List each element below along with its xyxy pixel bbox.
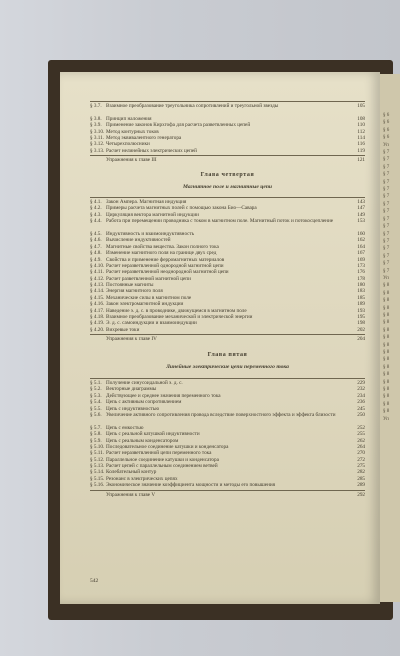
toc-entry-page: 169 [357, 256, 365, 263]
facing-page-fragment: § 7 [383, 164, 390, 170]
toc-entry [90, 492, 365, 498]
facing-page-fragment: § 8 [383, 409, 390, 415]
toc-entry-page: 153 [357, 218, 365, 225]
toc-entry-title: Получение синусоидальной э. д. с. [106, 380, 183, 386]
toc-entry-number: § 3.7. [90, 103, 102, 109]
toc-entry-page: 255 [357, 431, 365, 438]
toc-entry-number: § 5.2. [90, 386, 102, 393]
facing-page-fragment: § 7 [383, 194, 390, 200]
rule-line [90, 155, 365, 156]
toc-entry-number: § 4.18. [90, 314, 105, 321]
toc-entry-title: Упражнения к главе V [106, 491, 156, 498]
toc-entry-title: Экономическое значение коэффициента мощности и методы его повышения [106, 482, 276, 489]
toc-entry-page: 119 [357, 147, 365, 154]
facing-page-fragment: § 8 [383, 372, 390, 378]
toc-entry-number: § 4.5. [90, 230, 102, 237]
facing-page-fragment: § 8 [383, 312, 390, 318]
toc-entry-number: § 5.1. [90, 380, 102, 386]
toc-entry-title: Последовательное соединение катушки и конденсатора [106, 443, 229, 450]
toc-entry-number: § 5.9. [90, 437, 102, 444]
toc-entry-page: 252 [357, 424, 365, 431]
toc-entry-title: Циркуляция вектора магнитной индукции [106, 211, 199, 218]
facing-page-fragment: § 8 [383, 387, 390, 393]
toc-entry-page: 108 [357, 115, 365, 122]
toc-entry-title: Магнитные свойства вещества. Закон полного тока [106, 243, 219, 250]
toc-entry-page: 289 [357, 482, 365, 489]
toc-entry-title: Закон Ампера. Магнитная индукция [106, 199, 187, 205]
toc-entry-title: Примеры расчета магнитных полей с помощью закона Био—Савара [106, 205, 257, 212]
page-number: 542 [90, 578, 99, 584]
toc-entry-page: 189 [357, 301, 365, 308]
toc-entry-number: § 4.20. [90, 326, 105, 333]
toc-entry-page: 147 [357, 205, 365, 212]
toc-entry-number: § 3.9. [90, 122, 102, 129]
toc-entry-number: § 5.16. [90, 482, 105, 489]
toc-entry [90, 327, 365, 333]
toc-entry-title: Действующее и среднее значения переменного тока [106, 392, 221, 399]
toc-entry-title: Расчет нелинейных электрических цепей [106, 147, 197, 154]
toc-entry-page: 185 [357, 294, 365, 301]
toc-entry-page: 234 [357, 392, 365, 399]
rule-line [90, 197, 365, 198]
facing-page-fragment: § 6 [383, 127, 390, 133]
toc-entry-page: 178 [357, 275, 365, 282]
toc-entry-page: 262 [357, 437, 365, 444]
toc-entry-page: 270 [357, 450, 365, 457]
facing-page-fragment: § 6 [383, 135, 390, 141]
toc-entry-page: 285 [357, 475, 365, 482]
facing-page-fragment: § 7 [383, 238, 390, 244]
toc-entry [90, 157, 365, 163]
toc-entry-number: § 4.15. [90, 294, 105, 301]
toc-entry-number: § 5.12. [90, 456, 105, 463]
toc-entry-number: § 5.5. [90, 405, 102, 412]
facing-page-fragment: § 7 [383, 209, 390, 215]
toc-entry-number: § 5.6. [90, 411, 102, 418]
facing-page-fragment: § 8 [383, 364, 390, 370]
toc-entry-title: Колебательный контур [106, 469, 157, 476]
toc-entry-page: 149 [357, 211, 365, 218]
toc-entry-title: Принцип наложения [106, 115, 152, 122]
facing-page-fragment: § 7 [383, 201, 390, 207]
toc-chapter3-tail [90, 100, 365, 164]
facing-page-fragment: § 6 [383, 120, 390, 126]
facing-page-fragment: § 7 [383, 246, 390, 252]
toc-entry-number: § 4.1. [90, 199, 102, 205]
toc-entry-page: 272 [357, 456, 365, 463]
toc-entry [90, 218, 365, 231]
facing-page-fragment: § 7 [383, 224, 390, 230]
facing-page-fragment: § 7 [383, 261, 390, 267]
facing-page-fragment: § 8 [383, 298, 390, 304]
toc-entry-title: Цепь с активным сопротивлением [106, 399, 182, 406]
facing-page-fragment: § 7 [383, 216, 390, 222]
toc-entry-page: 105 [357, 103, 365, 109]
toc-entry-page: 202 [357, 326, 365, 333]
toc-entry-number: § 4.2. [90, 205, 102, 212]
facing-page-fragment: § 7 [383, 172, 390, 178]
facing-page-fragment: § 8 [383, 327, 390, 333]
toc-entry-title: Резонанс в электрических цепях [106, 475, 178, 482]
toc-chapter5 [90, 377, 365, 498]
toc-entry-number: § 4.7. [90, 243, 102, 250]
toc-entry-title: Упражнения к главе IV [106, 336, 157, 343]
toc-entry-title: Постоянные магниты [106, 282, 154, 289]
toc-entry-page: 282 [357, 469, 365, 476]
toc-entry-page: 114 [357, 134, 365, 141]
toc-entry-page: 116 [357, 141, 365, 148]
book-page [60, 72, 380, 604]
toc-entry-number: § 4.19. [90, 320, 105, 327]
toc-entry-number: § 3.8. [90, 115, 102, 122]
toc-entry [90, 148, 365, 154]
facing-page-fragment: § 8 [383, 350, 390, 355]
toc-entry-number: § 5.13. [90, 463, 105, 470]
toc-entry-title: Векторные диаграммы [106, 386, 157, 393]
toc-entry-number: § 4.8. [90, 250, 102, 257]
facing-page-fragment: § 8 [383, 283, 390, 289]
toc-entry-title: Расчет неразветвленной однородной магнитной цепи [106, 262, 224, 269]
toc-entry-title: Цепь с реальным конденсатором [106, 437, 179, 444]
facing-page-fragment: § 8 [383, 290, 390, 296]
toc-entry-title: Индуктивность и взаимоиндуктивность [106, 230, 195, 237]
facing-page-edge [380, 74, 400, 602]
toc-entry-number: § 5.8. [90, 431, 102, 438]
facing-page-fragment: § 8 [383, 394, 390, 400]
toc-entry-number: § 4.17. [90, 307, 105, 314]
toc-entry-page: 160 [357, 230, 365, 237]
toc-entry-page: 198 [357, 320, 365, 327]
toc-entry-page: 229 [357, 380, 365, 386]
toc-entry-title: Закон электромагнитной индукции [106, 301, 184, 308]
facing-page-fragment: § 7 [383, 157, 390, 163]
toc-entry-number: § 5.4. [90, 399, 102, 406]
toc-entry-number: § 5.15. [90, 475, 105, 482]
toc-entry-title: Наведение э. д. с. в проводнике, движущемся в магнитном поле [106, 307, 247, 314]
toc-entry-title: Цепь с реальной катушкой индуктивности [106, 431, 200, 438]
toc-entry-number: § 4.16. [90, 301, 105, 308]
facing-page-fragment: § 8 [383, 342, 390, 348]
toc-entry [90, 412, 365, 425]
facing-page-fragment: § 7 [383, 187, 390, 193]
toc-entry-title: Упражнения к главе III [106, 157, 157, 164]
facing-page-fragment: § 6 [383, 113, 390, 118]
toc-entry-number: § 4.12. [90, 275, 105, 282]
toc-entry-page: 176 [357, 269, 365, 276]
toc-entry-title: Расчет неразветвленной неоднородной магнитной цепи [106, 269, 229, 276]
toc-entry-page: 195 [357, 314, 365, 321]
toc-entry-page: 245 [357, 405, 365, 412]
toc-entry-number: § 3.12. [90, 141, 105, 148]
toc-entry-title: Метод эквивалентного генератора [106, 134, 182, 141]
facing-page-fragment: § 7 [383, 268, 390, 274]
toc-entry-page: 164 [357, 243, 365, 250]
toc-entry-number: § 5.11. [90, 450, 105, 457]
toc-entry-title: Цепь с индуктивностью [106, 405, 160, 412]
chapter5-subtitle: Линейные электрические цепи переменного тока [166, 364, 289, 370]
toc-entry-title: Э. д. с. самоиндукции и взаимоиндукции [106, 320, 197, 327]
toc-entry-page: 275 [357, 463, 365, 470]
toc-entry-number: § 3.10. [90, 128, 105, 135]
facing-page-fragment: § 8 [383, 305, 390, 311]
facing-page-fragment: § 7 [383, 231, 390, 237]
chapter5-heading: Глава пятая [207, 352, 248, 358]
facing-page-fragment: Уп [383, 275, 389, 281]
toc-entry-page: 110 [357, 122, 365, 129]
toc-entry-title: Цепь с емкостью [106, 424, 144, 431]
rule-line [90, 334, 365, 335]
toc-entry-title: Энергия магнитного поля [106, 288, 163, 295]
toc-entry-number: § 4.4. [90, 218, 102, 225]
toc-entry-page: 264 [357, 443, 365, 450]
toc-entry-title: Вычисление индуктивностей [106, 237, 171, 244]
toc-entry-page: 183 [357, 288, 365, 295]
rule-line [90, 101, 365, 102]
chapter4-heading: Глава четвертая [200, 172, 255, 178]
toc-entry-title: Увеличение активного сопротивления провода вследствие поверхностного эффекта и эффекта близости [106, 411, 336, 418]
chapter4-subtitle: Магнитное поле и магнитные цепи [182, 184, 273, 190]
facing-page-fragment: § 8 [383, 379, 390, 385]
toc-entry-number: § 4.9. [90, 256, 102, 263]
facing-page-fragment: § 8 [383, 401, 390, 407]
toc-entry-number: § 4.13. [90, 282, 105, 289]
toc-entry [90, 103, 365, 116]
toc-entry-page: 232 [357, 386, 365, 393]
toc-entry-page: 143 [357, 199, 365, 205]
toc-entry-number: § 4.14. [90, 288, 105, 295]
facing-page-fragment: § 7 [383, 253, 390, 259]
toc-entry-title: Параллельное соединение катушки и конденсатора [106, 456, 219, 463]
toc-entry-page: 162 [357, 237, 365, 244]
facing-page-fragment: § 8 [383, 320, 390, 326]
toc-entry-title: Расчет цепей с параллельным соединением ветвей [106, 463, 218, 470]
toc-entry-page: 167 [357, 250, 365, 257]
toc-entry-number: § 4.10. [90, 262, 105, 269]
toc-entry-number: § 4.3. [90, 211, 102, 218]
facing-page-fragment: § 7 [383, 150, 390, 156]
toc-chapter4 [90, 196, 365, 343]
toc-entry-title: Взаимное преобразование треугольника сопротивлений и треугольной звезды [106, 103, 279, 109]
toc-entry-number: § 5.14. [90, 469, 105, 476]
toc-entry-page: 236 [357, 399, 365, 406]
rule-line [90, 490, 365, 491]
toc-entry-page: 193 [357, 307, 365, 314]
toc-entry-page: 292 [357, 491, 365, 498]
toc-entry-title: Вихревые токи [106, 326, 140, 333]
toc-entry-page: 180 [357, 282, 365, 289]
facing-page-fragment: § 8 [383, 357, 390, 363]
toc-entry-title: Расчет неразветвленной цепи переменного тока [106, 450, 212, 457]
toc-entry-number: § 5.3. [90, 392, 102, 399]
toc-entry-page: 204 [357, 336, 365, 343]
toc-entry-title: Взаимное преобразование механической и электрической энергии [106, 314, 253, 321]
toc-entry-title: Применение законов Кирхгофа для расчета разветвленных цепей [106, 122, 251, 129]
toc-entry-title: Свойства и применение ферромагнитных материалов [106, 256, 225, 263]
toc-entry-title: Метод контурных токов [106, 128, 159, 135]
facing-page-fragment: § 7 [383, 179, 390, 185]
toc-entry-number: § 3.13. [90, 147, 105, 154]
toc-entry-page: 173 [357, 262, 365, 269]
facing-page-fragment: § 8 [383, 335, 390, 341]
toc-entry-page: 112 [357, 128, 365, 135]
toc-entry-number: § 5.7. [90, 424, 102, 431]
toc-entry-number: § 4.6. [90, 237, 102, 244]
toc-entry-title: Четырехполюсники [106, 141, 150, 148]
facing-page-fragment: Уп [383, 416, 389, 422]
facing-page-fragment: Уп [383, 142, 389, 148]
toc-entry-title: Изменение магнитного поля на границе двух сред [106, 250, 217, 257]
rule-line [90, 378, 365, 379]
toc-entry-page: 250 [357, 411, 365, 418]
toc-entry-page: 121 [357, 157, 365, 164]
toc-entry-title: Расчет разветвленной магнитной цепи [106, 275, 191, 282]
toc-entry-title: Механические силы в магнитном поле [106, 294, 192, 301]
toc-entry [90, 482, 365, 488]
toc-entry-number: § 4.11. [90, 269, 105, 276]
toc-entry-title: Работа при перемещении проводника с током в магнитном поле. Магнитный поток и потокосцепление [106, 218, 334, 225]
toc-entry-number: § 5.10. [90, 443, 105, 450]
toc-entry-number: § 3.11. [90, 134, 105, 141]
toc-entry [90, 336, 365, 342]
